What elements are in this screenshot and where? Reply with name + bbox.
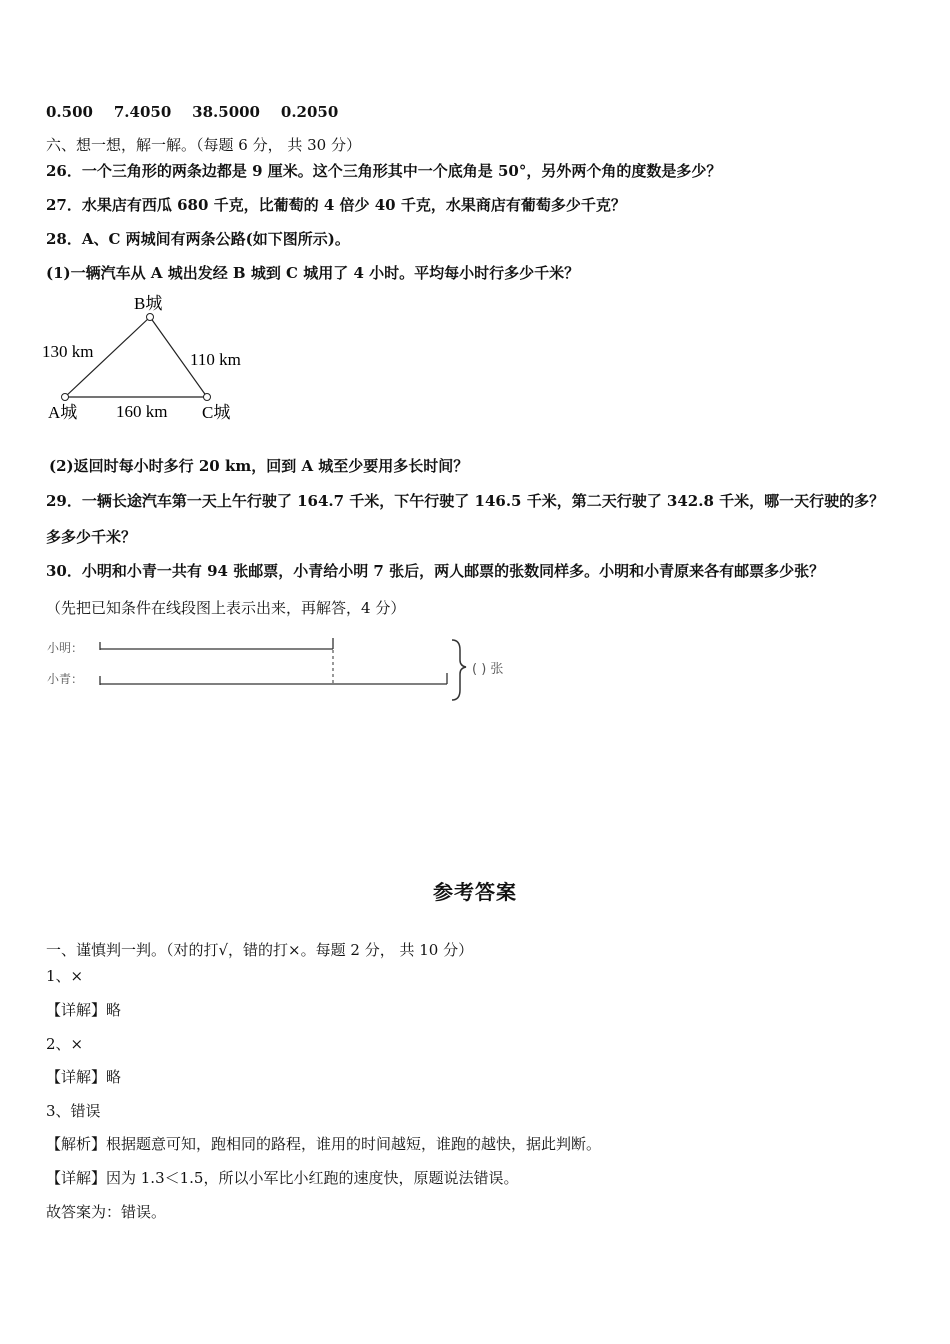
answer-2: 2、× <box>46 1035 84 1053</box>
triangle-diagram <box>30 288 270 428</box>
label-xiaoming: 小明： <box>47 641 84 655</box>
label-xiaoqing: 小青： <box>47 672 84 686</box>
vertex-b-point <box>147 314 154 321</box>
vertex-c-point <box>204 394 211 401</box>
answer-2-detail: 【详解】略 <box>46 1068 122 1086</box>
answer-1-detail: 【详解】略 <box>46 1001 122 1019</box>
answer-title: 参考答案 <box>433 880 517 904</box>
side-ab-label: 130 km <box>42 342 94 361</box>
vertex-a-point <box>62 394 69 401</box>
decimal-values: 0.500 7.4050 38.5000 0.2050 <box>46 103 339 121</box>
side-ac-label: 160 km <box>116 402 168 421</box>
vertex-a-label: A城 <box>48 403 78 422</box>
question-30: 30．小明和小青一共有 94 张邮票，小青给小明 7 张后，两人邮票的张数同样多。小明和小青原来各有邮票多少张？ <box>46 562 825 580</box>
question-28-part-1: (1)一辆汽车从 A 城出发经 B 城到 C 城用了 4 小时。平均每小时行多少千米？ <box>46 264 580 282</box>
question-28: 28．A、C 两城间有两条公路(如下图所示)。 <box>46 230 350 248</box>
section-1-heading: 一、谨慎判一判。（对的打√，错的打×。每题 2 分， 共 10 分） <box>46 941 474 959</box>
question-30-note: （先把已知条件在线段图上表示出来，再解答，4 分） <box>46 599 406 617</box>
answer-3-detail: 【详解】因为 1.3＜1.5，所以小军比小红跑的速度快，原题说法错误。 <box>46 1169 519 1187</box>
blank-count-paren: ( ) 张 <box>472 662 504 677</box>
question-29-line-2: 多多少千米？ <box>46 528 137 546</box>
answer-1: 1、× <box>46 967 84 985</box>
section-6-heading: 六、想一想，解一解。（每题 6 分， 共 30 分） <box>46 136 361 154</box>
answer-3-conclusion: 故答案为：错误。 <box>46 1203 167 1221</box>
total-brace <box>452 640 466 700</box>
segment-diagram <box>40 628 600 708</box>
vertex-b-label: B城 <box>134 294 163 313</box>
side-bc-label: 110 km <box>190 350 241 369</box>
question-26: 26．一个三角形的两条边都是 9 厘米。这个三角形其中一个底角是 50°，另外两个角的度数是多少？ <box>46 162 722 180</box>
question-28-part-2: (2)返回时每小时多行 20 km，回到 A 城至少要用多长时间？ <box>49 457 469 475</box>
question-29-line-1: 29．一辆长途汽车第一天上午行驶了 164.7 千米，下午行驶了 146.5 千米，第二天行驶了 342.8 千米，哪一天行驶的多？ <box>46 492 885 510</box>
answer-3: 3、错误 <box>46 1102 101 1120</box>
question-27: 27．水果店有西瓜 680 千克，比葡萄的 4 倍少 40 千克，水果商店有葡萄多少千克？ <box>46 196 626 214</box>
vertex-c-label: C城 <box>202 403 231 422</box>
answer-3-analysis: 【解析】根据题意可知，跑相同的路程，谁用的时间越短，谁跑的越快，据此判断。 <box>46 1135 602 1153</box>
